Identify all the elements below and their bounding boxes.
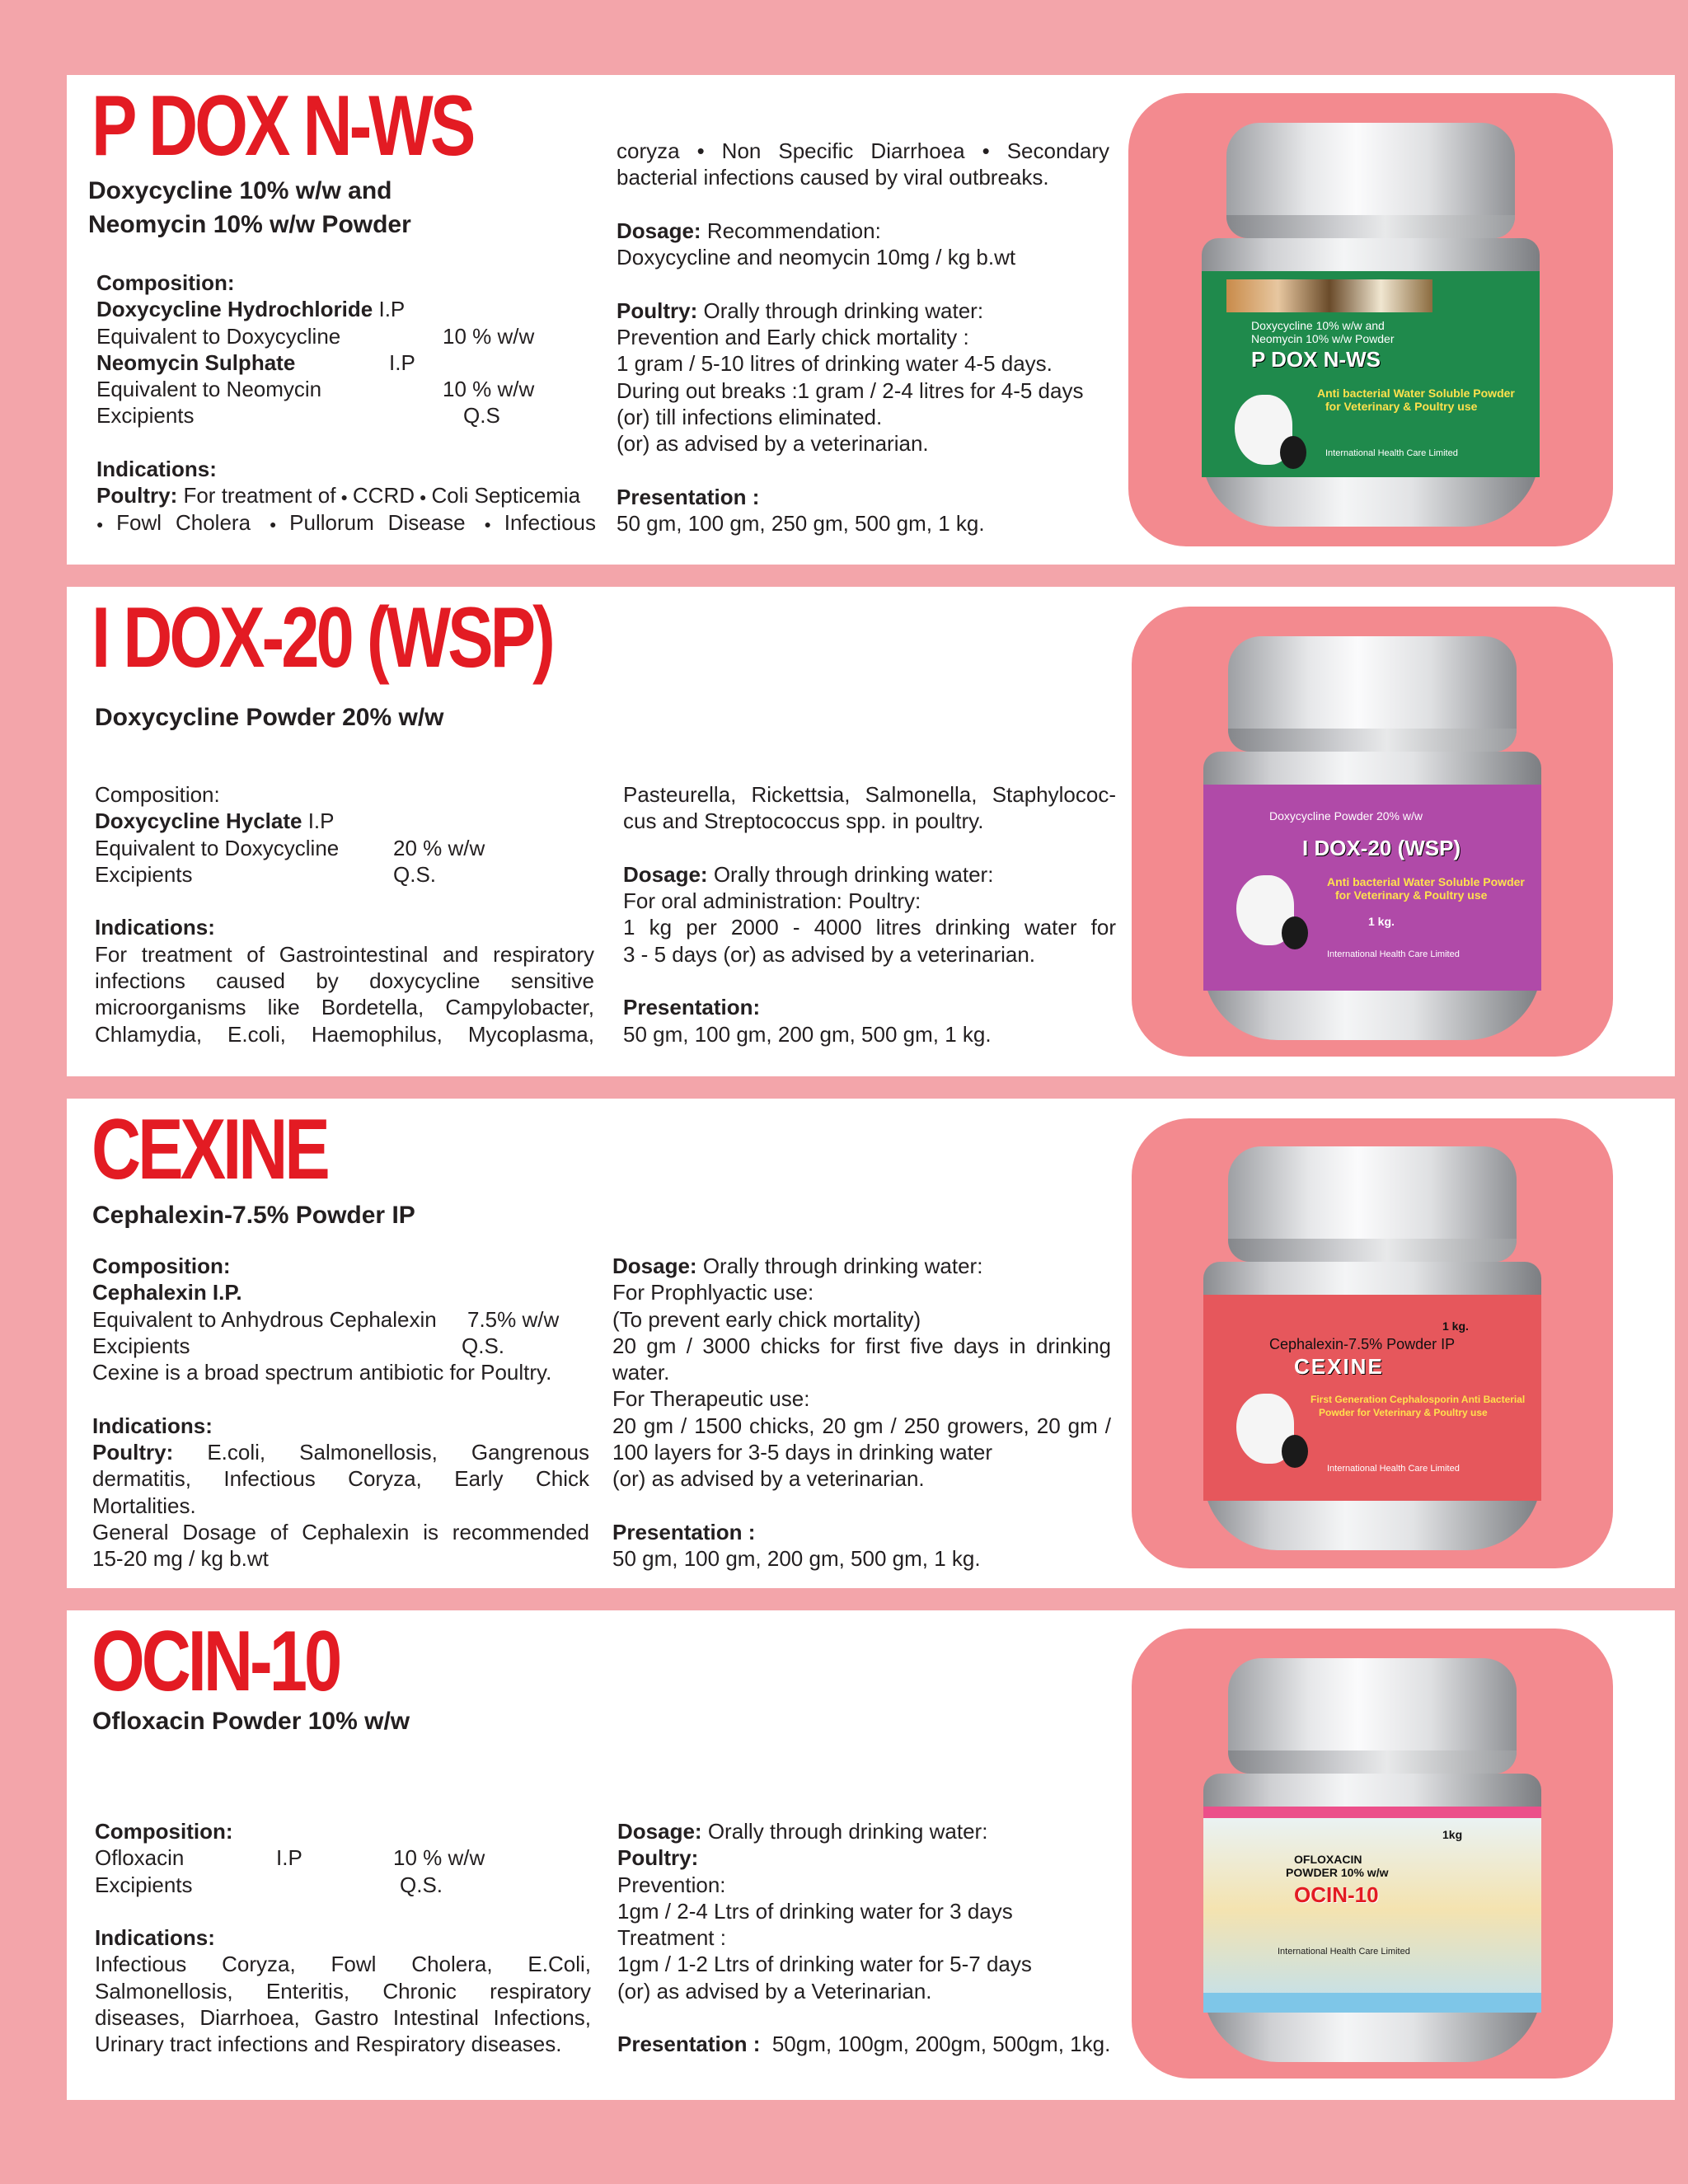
- product-panel-idox: [67, 587, 1675, 1076]
- product-subtitle: Ofloxacin Powder 10% w/w: [92, 1708, 410, 1735]
- product-jar-image: 1kg OFLOXACIN POWDER 10% w/w OCIN-10 International Health Care Limited: [1132, 1629, 1613, 2079]
- product-jar-image: 1 kg. Cephalexin-7.5% Powder IP CEXINE First Generation Cephalosporin Anti Bacterial Powder for Veterinary & Poultry use International Health Care Limited: [1132, 1118, 1613, 1568]
- product-title: P DOX N-WS: [91, 78, 473, 174]
- product-subtitle: Cephalexin-7.5% Powder IP: [92, 1202, 415, 1229]
- dosage-column: Dosage: Orally through drinking water: For Prophlyactic use: (To prevent early chick mortality) 20 gm / 3000 chicks for first five days in drinking water. For Therapeutic use: 20 gm / 1500 chicks, 20 gm / 250 growers, 20 gm / 100 layers for 3-5 days in drinking water (or) as advised by a veterinarian. Presentation : 50 gm, 100 gm, 200 gm, 500 gm, 1 kg.: [612, 1254, 1111, 1572]
- composition-column: Composition: Doxycycline Hyclate I.P Equivalent to Doxycycline 20 % w/w Excipients Q.S. Indications: For treatment of Gastrointestinal and respiratory infections caused by doxycycline sensitive microorganisms like Bordetella, Campylobacter, Chlamydia, E.coli, Haemophilus, Mycoplasma,: [95, 782, 594, 1047]
- dosage-column: Pasteurella, Rickettsia, Salmonella, Staphylococ- cus and Streptococcus spp. in poultry. Dosage: Orally through drinking water: For oral administration: Poultry: 1 kg per 2000 - 4000 litres drinking water for 3 - 5 days (or) as advised by a veterinarian. Presentation: 50 gm, 100 gm, 200 gm, 500 gm, 1 kg.: [623, 782, 1116, 1047]
- product-subtitle: Doxycycline Powder 20% w/w: [95, 704, 444, 731]
- product-jar-image: Doxycycline 10% w/w and Neomycin 10% w/w Powder P DOX N-WS Anti bacterial Water Soluble Powder for Veterinary & Poultry use International Health Care Limited: [1128, 93, 1613, 546]
- product-title: CEXINE: [91, 1102, 327, 1197]
- dosage-column: Dosage: Orally through drinking water: Poultry: Prevention: 1gm / 2-4 Ltrs of drinking water for 3 days Treatment : 1gm / 1-2 Ltrs of drinking water for 5-7 days (or) as advised by a Veterinarian. Presentation : 50gm, 100gm, 200gm, 500gm, 1kg.: [617, 1819, 1111, 2057]
- composition-column: Composition: Doxycycline Hydrochloride I.P Equivalent to Doxycycline 10 % w/w Neomycin Sulphate I.P Equivalent to Neomycin 10 % w/w Excipients Q.S Indications: Poultry: For treatment of ● CCRD ● Coli Septicemia ● Fowl Cholera ● Pullorum Disease ● Infectious: [96, 270, 597, 535]
- product-title: OCIN-10: [91, 1614, 340, 1709]
- product-jar-image: Doxycycline Powder 20% w/w I DOX-20 (WSP) Anti bacterial Water Soluble Powder for Veterinary & Poultry use 1 kg. International Health Care Limited: [1132, 607, 1613, 1057]
- composition-column: Composition: Cephalexin I.P. Equivalent to Anhydrous Cephalexin 7.5% w/w Excipients Q.S. Cexine is a broad spectrum antibiotic for Poultry. Indications: Poultry: E.coli, Salmonellosis, Gangrenous dermatitis, Infectious Coryza, Early Chick Mortalities. General Dosage of Cephalexin is recommended 15-20 mg / kg b.wt: [92, 1254, 589, 1572]
- product-title: I DOX-20 (WSP): [91, 590, 552, 686]
- product-panel-cexine: [67, 1099, 1675, 1588]
- product-panel-ocin: [67, 1610, 1675, 2100]
- product-subtitle: Doxycycline 10% w/w and Neomycin 10% w/w Powder: [88, 177, 411, 238]
- dosage-column: coryza • Non Specific Diarrhoea • Secondary bacterial infections caused by viral outbreaks. Dosage: Recommendation: Doxycycline and neomycin 10mg / kg b.wt Poultry: Orally through drinking water: Prevention and Early chick mortality : 1 gram / 5-10 litres of drinking water 4-5 days. During out breaks :1 gram / 2-4 litres for 4-5 days (or) till infections eliminated. (or) as advised by a veterinarian. Presentation : 50 gm, 100 gm, 250 gm, 500 gm, 1 kg.: [617, 138, 1109, 537]
- composition-column: Composition: Ofloxacin I.P 10 % w/w Excipients Q.S. Indications: Infectious Coryza, Fowl Cholera, E.Coli, Salmonellosis, Enteritis, Chronic respiratory diseases, Diarrhoea, Gastro Intestinal Infections, Urinary tract infections and Respiratory diseases.: [95, 1819, 591, 2057]
- product-panel-pdox: [67, 75, 1675, 565]
